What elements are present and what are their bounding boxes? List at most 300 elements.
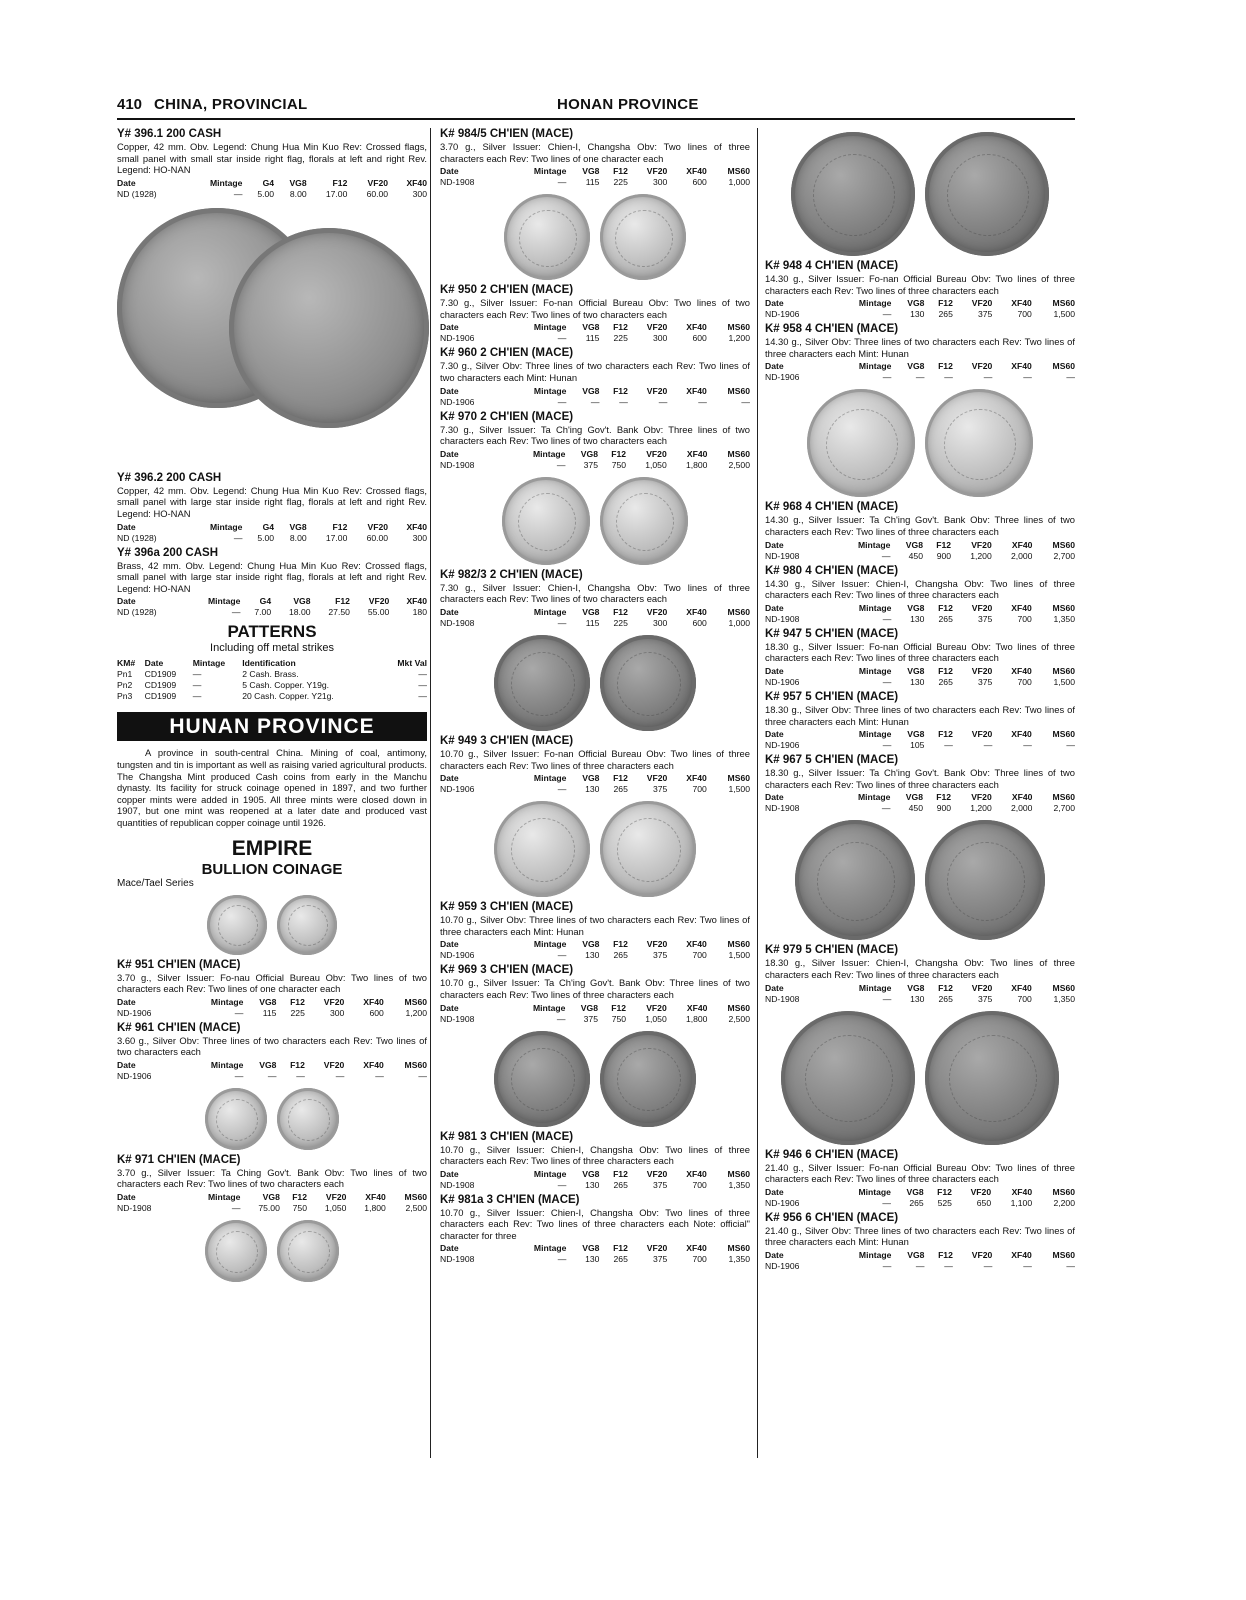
grade-header: VF20 <box>646 1168 668 1179</box>
grade-header: VF20 <box>971 982 993 993</box>
coin-title: K# 960 2 CH'IEN (MACE) <box>440 347 574 360</box>
grade-header: Mintage <box>533 939 567 950</box>
grade-header: F12 <box>936 792 952 803</box>
grade-header: Mintage <box>533 606 567 617</box>
grade-header: VF20 <box>971 665 993 676</box>
grade-header: F12 <box>613 166 628 177</box>
value-cell: — <box>882 613 892 624</box>
value-cell: — <box>557 784 567 795</box>
coin-entry <box>117 128 427 200</box>
coin-description: 3.60 g., Silver Obv: Three lines of two characters each Rev: Two lines of two characters each <box>117 1034 427 1058</box>
coin-entry <box>765 944 1075 1004</box>
grade-header: VF20 <box>971 539 992 550</box>
coin-title: K# 961 CH'IEN (MACE) <box>117 1021 241 1034</box>
coin-description: 14.30 g., Silver Obv: Three lines of two characters each Rev: Two lines of three characters each Mint: Hunan <box>765 336 1075 359</box>
pattern-header: KM# <box>117 658 136 669</box>
grade-header: Date <box>440 1243 459 1254</box>
value-cell: 5.00 <box>257 188 275 199</box>
value-cell: 1,500 <box>728 784 750 795</box>
coin-inner-ring <box>826 409 897 480</box>
value-cell: 265 <box>613 950 628 961</box>
valuation-table <box>117 596 427 618</box>
value-cell: — <box>1066 372 1075 383</box>
value-cell: 225 <box>613 617 628 628</box>
grade-header: F12 <box>292 1192 307 1203</box>
grade-header: XF40 <box>686 1243 707 1254</box>
grade-header: VG8 <box>582 1168 600 1179</box>
value-cell: — <box>915 372 925 383</box>
grade-header: F12 <box>938 1249 953 1260</box>
grade-header: Mintage <box>210 1059 244 1070</box>
value-cell: — <box>234 1007 244 1018</box>
grade-header: Date <box>765 792 784 803</box>
value-cell: — <box>1023 1260 1032 1271</box>
coin-description: 14.30 g., Silver Issuer: Ta Ch'ing Gov't. Bank Obv: Three lines of two characters each Rev: Two lines of three characters each <box>765 514 1075 537</box>
value-cell: — <box>418 1070 427 1081</box>
coin-entry <box>117 959 427 1019</box>
value-cell: 1,350 <box>728 1179 750 1190</box>
grade-header: Mintage <box>209 177 243 188</box>
grade-header: Mintage <box>533 1243 567 1254</box>
table-row <box>117 1071 427 1082</box>
coin-reverse-image <box>600 477 688 565</box>
grade-header: Date <box>117 596 136 607</box>
table-row <box>765 740 1075 751</box>
grade-header: Mintage <box>210 996 244 1007</box>
coin-obverse-image <box>205 1088 267 1150</box>
grade-header: Mintage <box>858 729 892 740</box>
grade-header: F12 <box>938 729 953 740</box>
value-cell: — <box>882 676 892 687</box>
section-title: CHINA, PROVINCIAL <box>154 96 308 113</box>
valuation-table <box>440 1169 750 1191</box>
value-cell: 225 <box>613 333 628 344</box>
coin-reverse-image <box>600 194 686 280</box>
table-row <box>440 1180 750 1191</box>
coin-title: K# 950 2 CH'IEN (MACE) <box>440 284 574 297</box>
coin-photo-pair <box>117 1220 427 1282</box>
coin-description: Copper, 42 mm. Obv. Legend: Chung Hua Min Kuo Rev: Crossed flags, small panel with large star inside right flag, florals at left and right Rev. Legend: HO-NAN <box>117 484 427 519</box>
coin-inner-ring <box>518 493 576 551</box>
value-cell: 130 <box>585 1179 600 1190</box>
pattern-header: Mintage <box>192 658 226 669</box>
pattern-cell: Pn1 <box>117 669 133 680</box>
grade-header: XF40 <box>1011 982 1032 993</box>
coin-inner-ring <box>616 493 674 551</box>
value-cell: 300 <box>330 1007 345 1018</box>
grade-header: VF20 <box>323 996 345 1007</box>
coin-description: Copper, 42 mm. Obv. Legend: Chung Hua Min Kuo Rev: Crossed flags, small panel with small star inside right flag, florals at left and right Rev. Legend: HO-NAN <box>117 141 427 176</box>
grade-header: F12 <box>937 1186 952 1197</box>
value-cell: 700 <box>1017 993 1032 1004</box>
value-cell: 1,200 <box>405 1007 427 1018</box>
coin-obverse-image <box>791 132 915 256</box>
column-3 <box>765 128 1075 1275</box>
value-cell: 1,200 <box>970 550 992 561</box>
coin-title: K# 958 4 CH'IEN (MACE) <box>765 323 899 336</box>
grade-header: G4 <box>262 521 275 532</box>
coin-photo-pair <box>440 477 750 565</box>
value-cell: 17.00 <box>325 188 348 199</box>
coin-title: K# 967 5 CH'IEN (MACE) <box>765 754 899 767</box>
value-cell: 700 <box>1017 309 1032 320</box>
valuation-table <box>440 773 750 795</box>
grade-header: Date <box>440 1002 459 1013</box>
grade-header: MS60 <box>1052 665 1075 676</box>
value-cell: — <box>1023 372 1032 383</box>
grade-header: Date <box>765 539 784 550</box>
valuation-table <box>765 540 1075 562</box>
table-row <box>440 333 750 344</box>
value-cell: 2,500 <box>728 1013 750 1024</box>
grade-header: MS60 <box>404 996 427 1007</box>
coin-description: 3.70 g., Silver Issuer: Fo-nau Official Bureau Obv: Two lines of two characters each Rev: Two lines of one character each <box>117 971 427 995</box>
table-row <box>765 1198 1075 1209</box>
value-cell: 525 <box>937 1197 952 1208</box>
grade-header: XF40 <box>1011 1186 1033 1197</box>
grade-header: VF20 <box>323 1059 345 1070</box>
coin-reverse-image <box>600 801 696 897</box>
coin-title: K# 970 2 CH'IEN (MACE) <box>440 410 574 423</box>
coin-inner-ring <box>216 1099 258 1141</box>
value-cell: 55.00 <box>367 607 390 618</box>
grade-header: VG8 <box>582 322 600 333</box>
grade-header: XF40 <box>1011 792 1033 803</box>
grade-header: XF40 <box>686 1168 707 1179</box>
grade-header: MS60 <box>727 1243 750 1254</box>
grade-header: VG8 <box>582 385 600 396</box>
date-cell: ND (1928) <box>117 532 157 543</box>
table-row <box>117 533 427 544</box>
coin-entry <box>440 735 750 795</box>
coin-description: 14.30 g., Silver Issuer: Chien-I, Changsha Obv: Two lines of three characters each Rev: Two lines of three characters each <box>765 577 1075 601</box>
grade-header: XF40 <box>406 177 427 188</box>
coin-description: 10.70 g., Silver Issuer: Chien-I, Changsha Obv: Two lines of three characters each Rev: Two lines of three characters each Note: official" character for three <box>440 1206 750 1241</box>
coin-photo-pair <box>440 635 750 731</box>
column-2 <box>440 128 750 1268</box>
grade-header: Date <box>117 521 136 532</box>
coin-entry <box>765 1149 1075 1209</box>
grade-header: F12 <box>290 1059 305 1070</box>
value-cell: 300 <box>412 188 427 199</box>
coin-title: K# 947 5 CH'IEN (MACE) <box>765 627 899 640</box>
value-cell: 600 <box>692 177 707 188</box>
grade-header: XF40 <box>686 939 707 950</box>
value-cell: — <box>557 396 567 407</box>
grade-header: F12 <box>613 385 628 396</box>
value-cell: — <box>983 1260 993 1271</box>
coin-inner-ring <box>615 210 672 267</box>
grade-header: VG8 <box>582 1243 600 1254</box>
valuation-table <box>440 322 750 344</box>
grade-header: F12 <box>938 298 953 309</box>
grade-header: F12 <box>613 773 628 784</box>
grade-header: XF40 <box>1011 729 1032 740</box>
pattern-cell: — <box>192 669 202 680</box>
grade-header: Mintage <box>858 361 892 372</box>
grade-header: VF20 <box>970 1186 992 1197</box>
value-cell: 130 <box>910 676 925 687</box>
grade-header: Mintage <box>858 298 892 309</box>
coin-title: K# 971 CH'IEN (MACE) <box>117 1153 241 1166</box>
grade-header: Mintage <box>533 322 567 333</box>
coin-title: K# 981a 3 CH'IEN (MACE) <box>440 1193 580 1206</box>
coin-description: 10.70 g., Silver Obv: Three lines of two characters each Rev: Two lines of three characters each Mint: Hunan <box>440 914 750 937</box>
pattern-cell: — <box>418 669 427 680</box>
grade-header: Mintage <box>533 773 567 784</box>
grade-header: F12 <box>332 521 348 532</box>
pattern-cell: CD1909 <box>144 691 177 702</box>
date-cell: ND-1908 <box>440 1179 475 1190</box>
value-cell: 60.00 <box>366 188 389 199</box>
value-cell: 750 <box>611 1013 627 1024</box>
grade-header: VG8 <box>582 606 600 617</box>
grade-header: MS60 <box>727 773 750 784</box>
valuation-table <box>440 939 750 961</box>
grade-header: Mintage <box>208 596 241 607</box>
date-cell: ND-1906 <box>765 1197 800 1208</box>
value-cell: 750 <box>292 1203 307 1214</box>
column-divider <box>430 128 431 1458</box>
grade-header: MS60 <box>1052 298 1075 309</box>
coin-description: 18.30 g., Silver Issuer: Chien-I, Changsha Obv: Two lines of three characters each Rev: Two lines of three characters each <box>765 957 1075 980</box>
value-cell: 600 <box>692 617 707 628</box>
value-cell: — <box>231 607 241 618</box>
value-cell: 1,000 <box>728 617 750 628</box>
table-row <box>440 784 750 795</box>
value-cell: — <box>881 803 891 814</box>
grade-header: XF40 <box>686 166 707 177</box>
coin-inner-ring <box>947 154 1028 235</box>
table-row <box>440 397 750 408</box>
value-cell: 18.00 <box>289 607 311 618</box>
value-cell: 265 <box>613 1179 628 1190</box>
grade-header: F12 <box>938 361 953 372</box>
value-cell: — <box>590 396 600 407</box>
value-cell: — <box>882 309 892 320</box>
value-cell: 60.00 <box>366 532 389 543</box>
coin-photo-pair <box>117 895 427 955</box>
coin-reverse-image <box>600 1031 696 1127</box>
grade-header: Date <box>117 1192 136 1203</box>
coin-entry <box>765 1212 1075 1272</box>
coin-entry <box>440 128 750 188</box>
value-cell: — <box>556 459 566 470</box>
grade-header: XF40 <box>406 521 427 532</box>
value-cell: 700 <box>692 1179 707 1190</box>
grade-header: MS60 <box>1052 361 1075 372</box>
value-cell: 600 <box>692 333 707 344</box>
coin-obverse-image <box>494 1031 590 1127</box>
table-row <box>765 309 1075 320</box>
value-cell: 1,200 <box>728 333 750 344</box>
valuation-table <box>440 449 750 471</box>
value-cell: 300 <box>653 177 668 188</box>
date-cell: ND (1928) <box>117 607 157 618</box>
grade-header: VF20 <box>971 361 993 372</box>
coin-description: 7.30 g., Silver Issuer: Fo-nan Official Bureau Obv: Two lines of two characters each Rev: Two lines of two characters each <box>440 297 750 320</box>
date-cell: ND-1908 <box>440 1013 475 1024</box>
value-cell: 300 <box>412 532 427 543</box>
grade-header: XF40 <box>1011 1249 1032 1260</box>
grade-header: XF40 <box>686 773 707 784</box>
coin-entry <box>765 323 1075 383</box>
grade-header: MS60 <box>1052 982 1075 993</box>
value-cell: — <box>375 1070 384 1081</box>
coin-entry <box>440 901 750 961</box>
coin-inner-ring <box>519 210 576 267</box>
grade-header: F12 <box>332 177 348 188</box>
coin-inner-ring <box>805 1035 893 1123</box>
grade-header: MS60 <box>1052 602 1075 613</box>
value-cell: 75.00 <box>258 1203 280 1214</box>
coin-description: 18.30 g., Silver Issuer: Ta Ch'ing Gov't. Bank Obv: Three lines of two characters each Rev: Two lines of three characters each <box>765 767 1075 790</box>
coin-description: 3.70 g., Silver Issuer: Ta Ching Gov't. Bank Obv: Two lines of two characters each Rev: Two lines of two characters each <box>117 1166 427 1190</box>
coin-description: Brass, 42 mm. Obv. Legend: Chung Hua Min Kuo Rev: Crossed flags, small panel with large star inside right flag, florals at left and right Rev. Legend: HO-NAN <box>117 559 427 594</box>
grade-header: F12 <box>613 1243 628 1254</box>
coin-description: 3.70 g., Silver Issuer: Chien-I, Changsha Obv: Two lines of three characters each Rev: Two lines of one character each <box>440 141 750 164</box>
table-row <box>765 803 1075 814</box>
coin-photo-200-cash <box>117 204 427 466</box>
coin-entry <box>765 691 1075 751</box>
table-row <box>765 614 1075 625</box>
grade-header: VG8 <box>580 448 598 459</box>
grade-header: Mintage <box>209 521 243 532</box>
value-cell: 265 <box>938 993 953 1004</box>
value-cell: — <box>557 177 567 188</box>
value-cell: 115 <box>585 333 600 344</box>
grade-header: MS60 <box>1052 792 1075 803</box>
value-cell: 900 <box>936 550 952 561</box>
coin-photo-pair <box>440 194 750 280</box>
pattern-cell: CD1909 <box>144 669 177 680</box>
coin-title: K# 982/3 2 CH'IEN (MACE) <box>440 568 583 581</box>
value-cell: — <box>557 333 567 344</box>
valuation-table <box>117 997 427 1019</box>
value-cell: 265 <box>909 1197 924 1208</box>
coin-title: K# 951 CH'IEN (MACE) <box>117 958 241 971</box>
grade-header: F12 <box>611 1002 627 1013</box>
value-cell: 1,350 <box>728 1254 750 1265</box>
grade-header: MS60 <box>727 322 750 333</box>
grade-header: VG8 <box>907 729 925 740</box>
value-cell: 265 <box>613 1254 628 1265</box>
value-cell: 650 <box>976 1197 992 1208</box>
coin-inner-ring <box>617 818 680 881</box>
grade-header: F12 <box>938 982 953 993</box>
grade-header: VF20 <box>646 385 668 396</box>
grade-header: VG8 <box>259 1059 277 1070</box>
value-cell: 375 <box>978 309 993 320</box>
patterns-heading: PATTERNS <box>227 622 317 642</box>
valuation-table <box>765 361 1075 383</box>
pattern-cell: — <box>192 680 202 691</box>
value-cell: — <box>267 1070 277 1081</box>
grade-header: XF40 <box>686 448 708 459</box>
coin-title: Y# 396a 200 CASH <box>117 546 219 559</box>
grade-header: XF40 <box>406 596 427 607</box>
table-row <box>117 691 427 702</box>
table-row <box>440 618 750 629</box>
province-description: A province in south-central China. Mining of coal, antimony, tungsten and tin is important as well as raising varied agricultural products. The Changsha Mint produced Cash coins from early in the Manchu dynasty. Its facility for struck coinage opened in 1897, and two further copper mints were added in 1905. All three mints were closed down in 1907, but one mint was reopened at a later date and produced vast quantities of republican copper coinage until 1926. <box>117 747 427 828</box>
grade-header: VG8 <box>907 1249 925 1260</box>
grade-header: XF40 <box>1011 602 1032 613</box>
table-row <box>440 460 750 471</box>
grade-header: XF40 <box>686 1002 708 1013</box>
coin-photo-pair <box>117 1088 427 1150</box>
pattern-cell: — <box>418 691 427 702</box>
coin-title: K# 984/5 CH'IEN (MACE) <box>440 128 574 140</box>
date-cell: ND-1906 <box>765 676 800 687</box>
coin-inner-ring <box>817 842 896 921</box>
grade-header: VF20 <box>971 298 993 309</box>
value-cell: 8.00 <box>289 188 307 199</box>
value-cell: — <box>1023 740 1032 751</box>
value-cell: 1,050 <box>645 1013 667 1024</box>
grade-header: VG8 <box>905 792 923 803</box>
grade-header: Date <box>440 606 459 617</box>
grade-header: VG8 <box>262 1192 280 1203</box>
date-cell: ND-1908 <box>765 613 800 624</box>
grade-header: Mintage <box>532 448 566 459</box>
table-row <box>117 680 427 691</box>
grade-header: VG8 <box>289 177 307 188</box>
coin-entry <box>440 1131 750 1191</box>
value-cell: — <box>335 1070 345 1081</box>
coin-description: 18.30 g., Silver Obv: Three lines of two characters each Rev: Two lines of three characters each Mint: Hunan <box>765 703 1075 727</box>
pattern-cell: — <box>418 680 427 691</box>
value-cell: 1,350 <box>1053 613 1075 624</box>
coin-description: 7.30 g., Silver Issuer: Ta Ch'ing Gov't. Bank Obv: Three lines of two characters each Rev: Two lines of two characters each <box>440 423 750 447</box>
pattern-cell: 2 Cash. Brass. <box>242 669 299 680</box>
value-cell: 1,050 <box>324 1203 347 1214</box>
valuation-table <box>117 1060 427 1082</box>
grade-header: VG8 <box>906 1186 924 1197</box>
grade-header: G4 <box>259 596 272 607</box>
grade-header: VF20 <box>971 792 992 803</box>
pattern-cell: — <box>192 691 202 702</box>
grade-header: MS60 <box>1052 729 1075 740</box>
value-cell: 450 <box>908 550 923 561</box>
grade-header: F12 <box>613 322 628 333</box>
pattern-header: Date <box>144 658 164 669</box>
coin-inner-ring <box>218 905 258 945</box>
coin-inner-ring <box>617 652 680 715</box>
grade-header: Date <box>765 729 784 740</box>
value-cell: 130 <box>585 1254 600 1265</box>
value-cell: 375 <box>583 1013 598 1024</box>
grade-header: Date <box>765 602 784 613</box>
coin-entry <box>440 964 750 1024</box>
value-cell: 300 <box>653 617 668 628</box>
page-number: 410 <box>117 96 143 113</box>
coin-reverse-image <box>925 389 1033 497</box>
value-cell: 115 <box>585 617 600 628</box>
grade-header: VF20 <box>646 773 668 784</box>
page-header <box>117 96 1075 120</box>
grade-header: Mintage <box>857 792 891 803</box>
table-row <box>117 1008 427 1019</box>
grade-header: VF20 <box>646 939 668 950</box>
value-cell: 2,000 <box>1010 803 1033 814</box>
grade-header: VG8 <box>289 521 307 532</box>
value-cell: 300 <box>653 333 668 344</box>
table-row <box>117 607 427 618</box>
coin-title: K# 981 3 CH'IEN (MACE) <box>440 1130 574 1143</box>
coin-inner-ring <box>944 409 1015 480</box>
grade-header: Mintage <box>533 1168 567 1179</box>
value-cell: 1,500 <box>728 950 750 961</box>
